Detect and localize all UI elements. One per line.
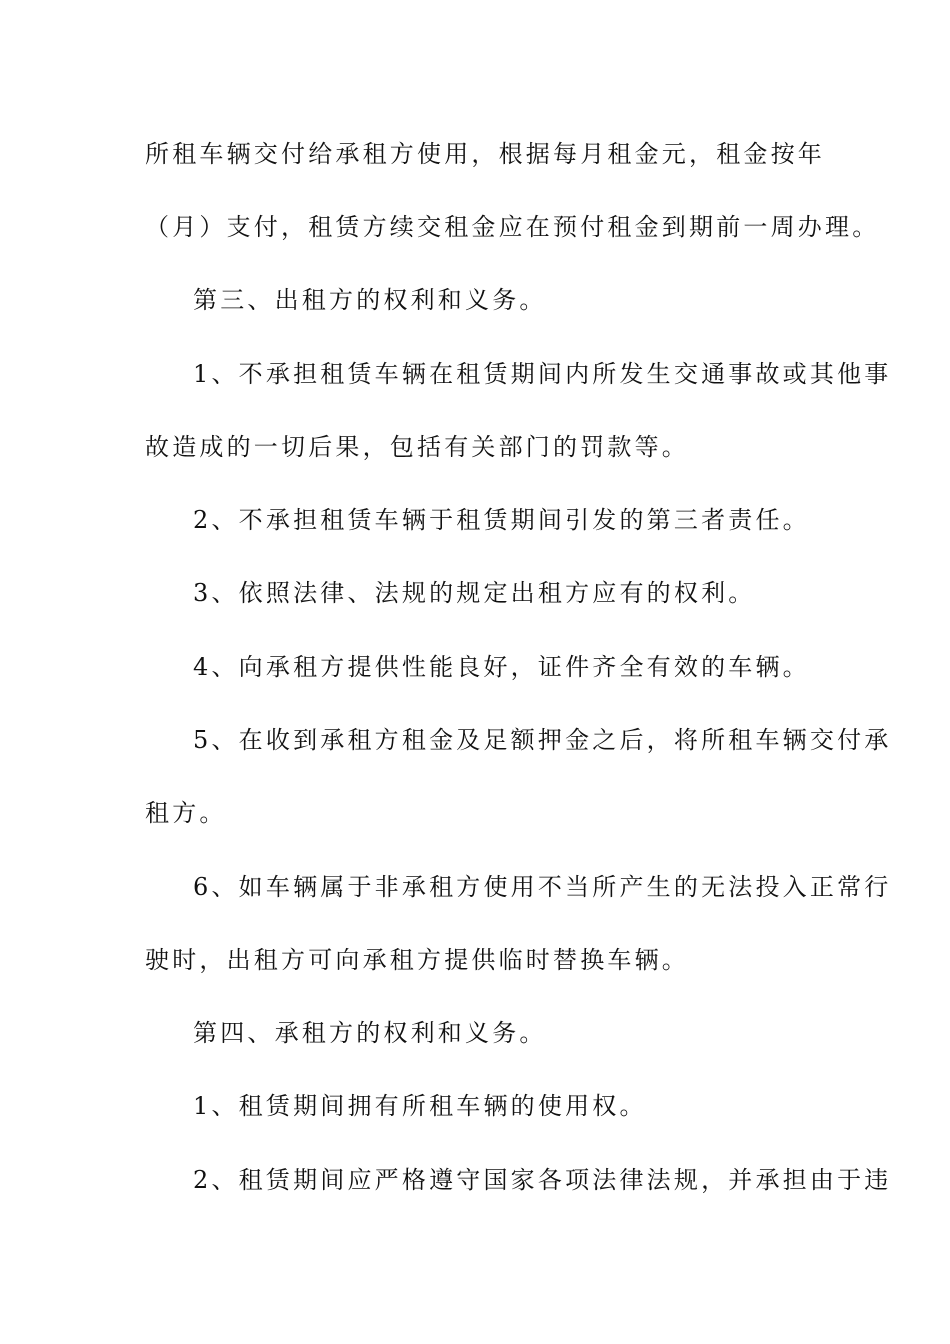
clause-3-6-line-2: 驶时，出租方可向承租方提供临时替换车辆。 <box>145 946 689 974</box>
clause-3-4: 4、向承租方提供性能良好，证件齐全有效的车辆。 <box>193 653 810 681</box>
section-heading-4: 第四、承租方的权利和义务。 <box>193 1019 547 1047</box>
clause-4-2-line-1: 2、租赁期间应严格遵守国家各项法律法规，并承担由于违 <box>193 1166 892 1194</box>
clause-3-3: 3、依照法律、法规的规定出租方应有的权利。 <box>193 579 756 607</box>
text-line-2: （月）支付，租赁方续交租金应在预付租金到期前一周办理。 <box>145 213 880 241</box>
clause-4-1: 1、租赁期间拥有所租车辆的使用权。 <box>193 1092 647 1120</box>
section-heading-3: 第三、出租方的权利和义务。 <box>193 286 547 314</box>
text-line-1: 所租车辆交付给承租方使用，根据每月租金元，租金按年 <box>145 140 825 168</box>
clause-3-1-line-1: 1、不承担租赁车辆在租赁期间内所发生交通事故或其他事 <box>193 360 892 388</box>
clause-3-5-line-1: 5、在收到承租方租金及足额押金之后，将所租车辆交付承 <box>193 726 892 754</box>
clause-3-1-line-2: 故造成的一切后果，包括有关部门的罚款等。 <box>145 433 689 461</box>
clause-3-5-line-2: 租方。 <box>145 799 227 827</box>
clause-3-6-line-1: 6、如车辆属于非承租方使用不当所产生的无法投入正常行 <box>193 873 892 901</box>
clause-3-2: 2、不承担租赁车辆于租赁期间引发的第三者责任。 <box>193 506 810 534</box>
